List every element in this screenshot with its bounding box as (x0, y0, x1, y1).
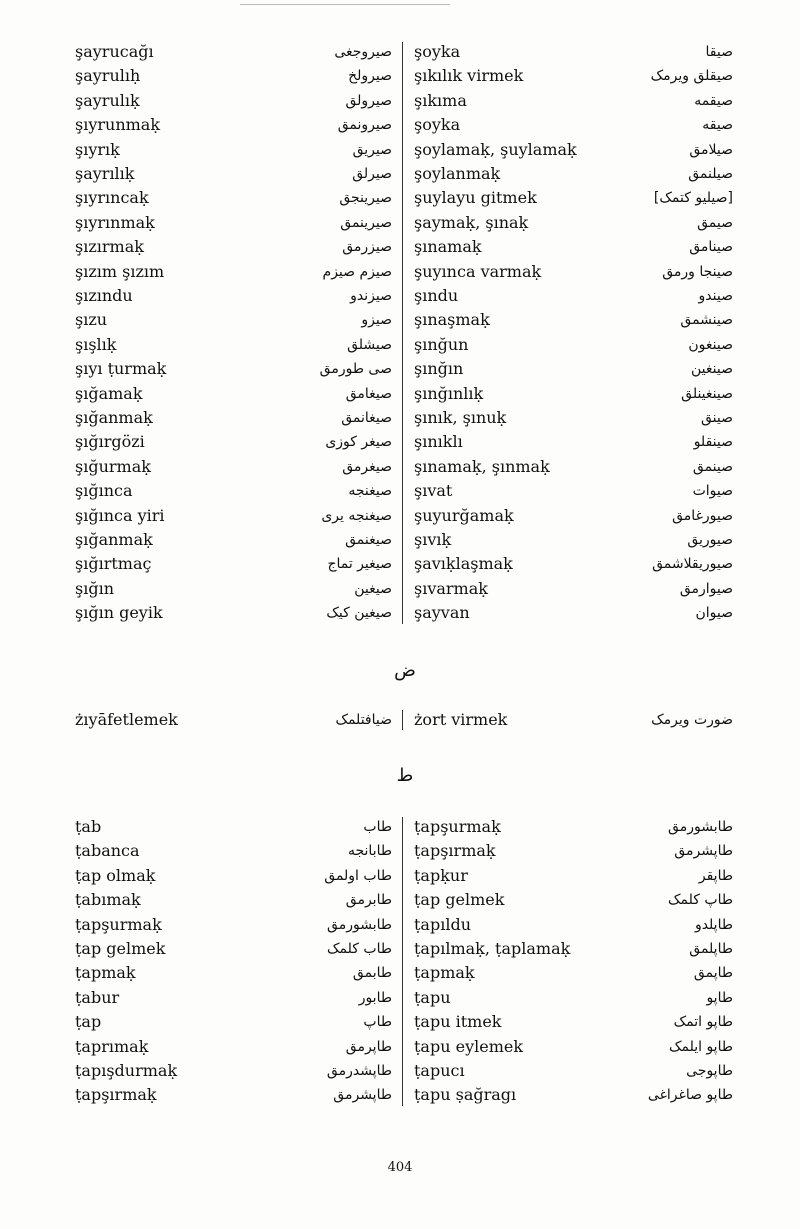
entry-latin-left: şızındu (75, 286, 133, 305)
entry-arabic-right: [صیلیو کتمک] (653, 190, 733, 207)
entry-latin-left: şıyrunmaḳ (75, 115, 161, 135)
entry-latin-left: şayrulıḳ (75, 90, 140, 110)
entry-latin-right: şınamaḳ (414, 237, 482, 257)
entry-latin-left: şızu (75, 310, 108, 330)
entry-arabic-right: طاپقر (698, 867, 733, 884)
entry-arabic-left: صیغنجه (348, 483, 392, 500)
entry-latin-right: şayvan (414, 603, 470, 623)
entry-arabic-left: صیزرمق (342, 239, 392, 256)
entry-latin-left: şıyrınmaḳ (75, 212, 155, 232)
entry-arabic-right: صینجا ورمق (662, 263, 733, 280)
entry-arabic-right: صینغون (688, 336, 733, 353)
entry-arabic-right: صیوریق (687, 532, 733, 548)
entry-arabic-right: طابشورمق (668, 819, 733, 835)
entry-latin-right: şındu (414, 286, 459, 305)
entry-arabic-right: طاپشرمق (674, 843, 733, 860)
entry-arabic-left: صیزم صیزم (322, 263, 392, 280)
entry-arabic-left: طاپرمق (345, 1038, 392, 1055)
entry-latin-left: şayrılıḳ (75, 164, 135, 183)
entry-latin-left: ṭabımaḳ (75, 890, 141, 910)
entry-arabic-right: صیورغامق (672, 507, 733, 524)
section-heading: ض (394, 660, 416, 681)
entry-latin-right: ṭapılmaḳ, ṭaplamaḳ (414, 939, 571, 958)
entry-arabic-left: طابرمق (345, 892, 392, 909)
entry-arabic-right: صیندو (698, 288, 733, 304)
entry-arabic-left: طاپ (363, 1014, 392, 1031)
entry-latin-right: şıkıma (414, 90, 467, 110)
entry-latin-left: ṭap olmaḳ (75, 865, 156, 885)
entry-latin-right: şınğınlıḳ (414, 383, 484, 403)
column-divider (402, 817, 403, 1106)
entry-arabic-right: صینقلو (693, 434, 733, 451)
entry-latin-left: şığanmaḳ (75, 530, 153, 549)
entry-latin-right: ṭapu eylemek (414, 1036, 524, 1056)
entry-latin-right: şınıklı (414, 432, 463, 452)
entry-latin-right: şıvıḳ (414, 530, 452, 549)
entry-arabic-right: طاپو صاغراغی (647, 1087, 733, 1104)
entry-arabic-left: طاپشدرمق (326, 1063, 392, 1079)
entry-arabic-left: صیزندو (350, 288, 392, 304)
entry-latin-right: şınık, şınuḳ (414, 408, 507, 427)
entry-arabic-left: طابمق (352, 965, 392, 982)
entry-latin-right: ṭapu ṣağragı (414, 1085, 517, 1105)
entry-latin-left: şızım şızım (75, 261, 165, 281)
entry-arabic-left: صیرلق (352, 166, 392, 182)
column-divider (402, 710, 403, 730)
entry-arabic-right: طاپلمق (689, 941, 733, 957)
entry-arabic-left: صی طورمق (319, 361, 392, 378)
entry-latin-right: şıvat (414, 481, 453, 501)
entry-arabic-right: صیقه (702, 117, 733, 134)
entry-latin-left: şıyrıḳ (75, 139, 120, 159)
entry-latin-left: şığırgözi (75, 432, 145, 452)
entry-arabic-left: صیزو (361, 312, 392, 329)
entry-latin-left: şıyı ṭurmaḳ (75, 359, 167, 379)
entry-arabic-right: صینامق (689, 239, 733, 256)
entry-latin-right: şınamaḳ, şınmaḳ (414, 456, 550, 476)
entry-latin-right: ṭapşırmaḳ (414, 841, 496, 861)
entry-latin-left: ṭabanca (75, 841, 140, 861)
entry-latin-left: ṭapşırmaḳ (75, 1085, 157, 1105)
entry-latin-right: şıkılık virmek (414, 66, 524, 86)
entry-latin-right: şınğun (414, 334, 469, 354)
entry-latin-left: şığamaḳ (75, 383, 143, 403)
entry-latin-right: ṭapu itmek (414, 1012, 502, 1032)
entry-arabic-right: صینق (700, 410, 733, 426)
entry-arabic-right: صینغین (691, 361, 733, 378)
entry-arabic-right: طاپوجی (686, 1063, 733, 1079)
entry-arabic-right: صیوات (692, 483, 733, 500)
entry-arabic-right: صینشمق (680, 312, 733, 329)
entry-arabic-right: طاپمق (693, 965, 733, 982)
entry-arabic-right: طاپلدو (694, 916, 733, 933)
entry-arabic-left: طاب کلمک (327, 941, 392, 957)
entry-latin-left: şıyrıncaḳ (75, 188, 149, 208)
entry-latin-right: ṭapıldu (414, 914, 471, 934)
entry-arabic-left: صیرولق (345, 92, 392, 109)
entry-arabic-left: صیرولخ (348, 68, 392, 85)
entry-arabic-left: طابور (358, 989, 392, 1006)
entry-arabic-left: طاپشرمق (333, 1087, 392, 1104)
entry-arabic-left: ضیافتلمک (335, 712, 392, 728)
entry-latin-right: ṭap gelmek (414, 890, 505, 910)
entry-latin-right: şoyka (414, 42, 461, 61)
entry-arabic-left: طاب (363, 819, 392, 835)
entry-arabic-right: صیمق (697, 214, 733, 231)
entry-latin-right: şınaşmaḳ (414, 310, 490, 330)
entry-latin-left: ṭapışdurmaḳ (75, 1061, 178, 1080)
entry-latin-right: şıvarmaḳ (414, 578, 488, 598)
entry-arabic-left: صیغیر تماج (327, 556, 392, 573)
entry-arabic-left: صیغنمق (345, 532, 392, 548)
entry-arabic-right: صیوان (695, 605, 733, 622)
entry-arabic-left: صیروجغی (334, 44, 392, 60)
entry-arabic-left: طابانجه (347, 843, 392, 860)
entry-latin-right: ṭapḳur (414, 865, 468, 885)
entry-arabic-right: طاپو (706, 989, 733, 1006)
entry-arabic-left: صیغنجه یری (321, 507, 392, 524)
entry-arabic-right: طاپو ایلمک (668, 1038, 733, 1055)
entry-latin-left: ṭapşurmaḳ (75, 914, 162, 934)
entry-latin-right: şaymaḳ, şınaḳ (414, 212, 529, 232)
entry-latin-right: ṭapmaḳ (414, 963, 475, 983)
entry-arabic-left: صیغرمق (342, 458, 392, 475)
column-divider (402, 42, 403, 624)
entry-latin-left: şayrucağı (75, 42, 154, 61)
entry-arabic-right: صیقمه (694, 92, 733, 109)
entry-arabic-left: طابشورمق (327, 916, 392, 933)
entry-arabic-left: صیرونمق (337, 117, 392, 134)
entry-arabic-left: صیغامق (345, 385, 392, 402)
entry-latin-left: şığurmaḳ (75, 456, 151, 476)
entry-latin-right: şoylanmaḳ (414, 164, 501, 183)
entry-latin-right: ṭapucı (414, 1061, 465, 1080)
entry-latin-left: ṭabur (75, 987, 120, 1007)
entry-arabic-right: طاپ کلمک (668, 892, 733, 909)
entry-latin-right: şınğın (414, 359, 464, 379)
entry-arabic-right: صیلامق (689, 141, 733, 158)
entry-latin-left: şışlıḳ (75, 334, 117, 354)
entry-arabic-left: صیغر کوزی (325, 434, 392, 451)
entry-latin-left: ṭab (75, 817, 102, 836)
entry-latin-right: şuyınca varmaḳ (414, 261, 542, 281)
entry-latin-left: ṭapmaḳ (75, 963, 136, 983)
entry-arabic-left: صیغین کیک (326, 605, 392, 622)
entry-latin-right: şuyurğamaḳ (414, 505, 514, 525)
entry-latin-right: şuylayu gitmek (414, 188, 537, 208)
entry-latin-left: żıyāfetlemek (75, 710, 178, 729)
entry-arabic-right: صینمق (692, 458, 733, 475)
entry-arabic-left: صیغین (354, 580, 392, 597)
entry-latin-right: şoyka (414, 115, 461, 135)
entry-arabic-right: صیقلق ویرمک (650, 68, 733, 85)
entry-latin-left: şığın (75, 578, 114, 598)
top-rule (240, 4, 450, 5)
entry-latin-right: ṭapu (414, 987, 451, 1007)
entry-latin-left: ṭap gelmek (75, 939, 166, 958)
entry-latin-right: şoylamaḳ, şuylamaḳ (414, 139, 577, 159)
entry-arabic-left: طاب اولمق (324, 867, 392, 884)
entry-arabic-right: صیقا (705, 44, 733, 60)
entry-latin-left: şayrulıḥ (75, 66, 141, 86)
entry-arabic-right: ضورت ویرمک (651, 712, 733, 728)
entry-latin-left: ṭaprımaḳ (75, 1036, 149, 1056)
entry-latin-left: şığırtmaç (75, 554, 152, 574)
entry-arabic-left: صیشلق (347, 336, 392, 353)
entry-latin-right: şavıḳlaşmaḳ (414, 554, 513, 574)
entry-latin-right: ṭapşurmaḳ (414, 817, 501, 836)
entry-latin-left: şığınca yiri (75, 505, 165, 525)
entry-latin-left: şığın geyik (75, 603, 163, 623)
entry-arabic-right: صیوریقلاشمق (652, 556, 733, 573)
entry-latin-left: şığanmaḳ (75, 408, 153, 427)
page-number: 404 (387, 1160, 413, 1175)
entry-arabic-right: صیوارمق (679, 580, 733, 597)
entry-latin-left: ṭap (75, 1012, 102, 1032)
entry-arabic-left: صیرینمق (340, 214, 392, 231)
entry-arabic-left: صیریق (352, 141, 392, 158)
entry-arabic-right: صیلنمق (688, 166, 733, 182)
entry-latin-left: şığınca (75, 481, 133, 501)
entry-arabic-right: طاپو اتمک (673, 1014, 733, 1031)
entry-arabic-left: صیرینجق (339, 190, 392, 207)
section-heading: ط (396, 765, 414, 786)
entry-latin-left: şızırmaḳ (75, 237, 144, 257)
entry-arabic-right: صینغینلق (681, 385, 733, 402)
entry-latin-right: żort virmek (414, 710, 508, 729)
entry-arabic-left: صیغانمق (341, 410, 392, 426)
